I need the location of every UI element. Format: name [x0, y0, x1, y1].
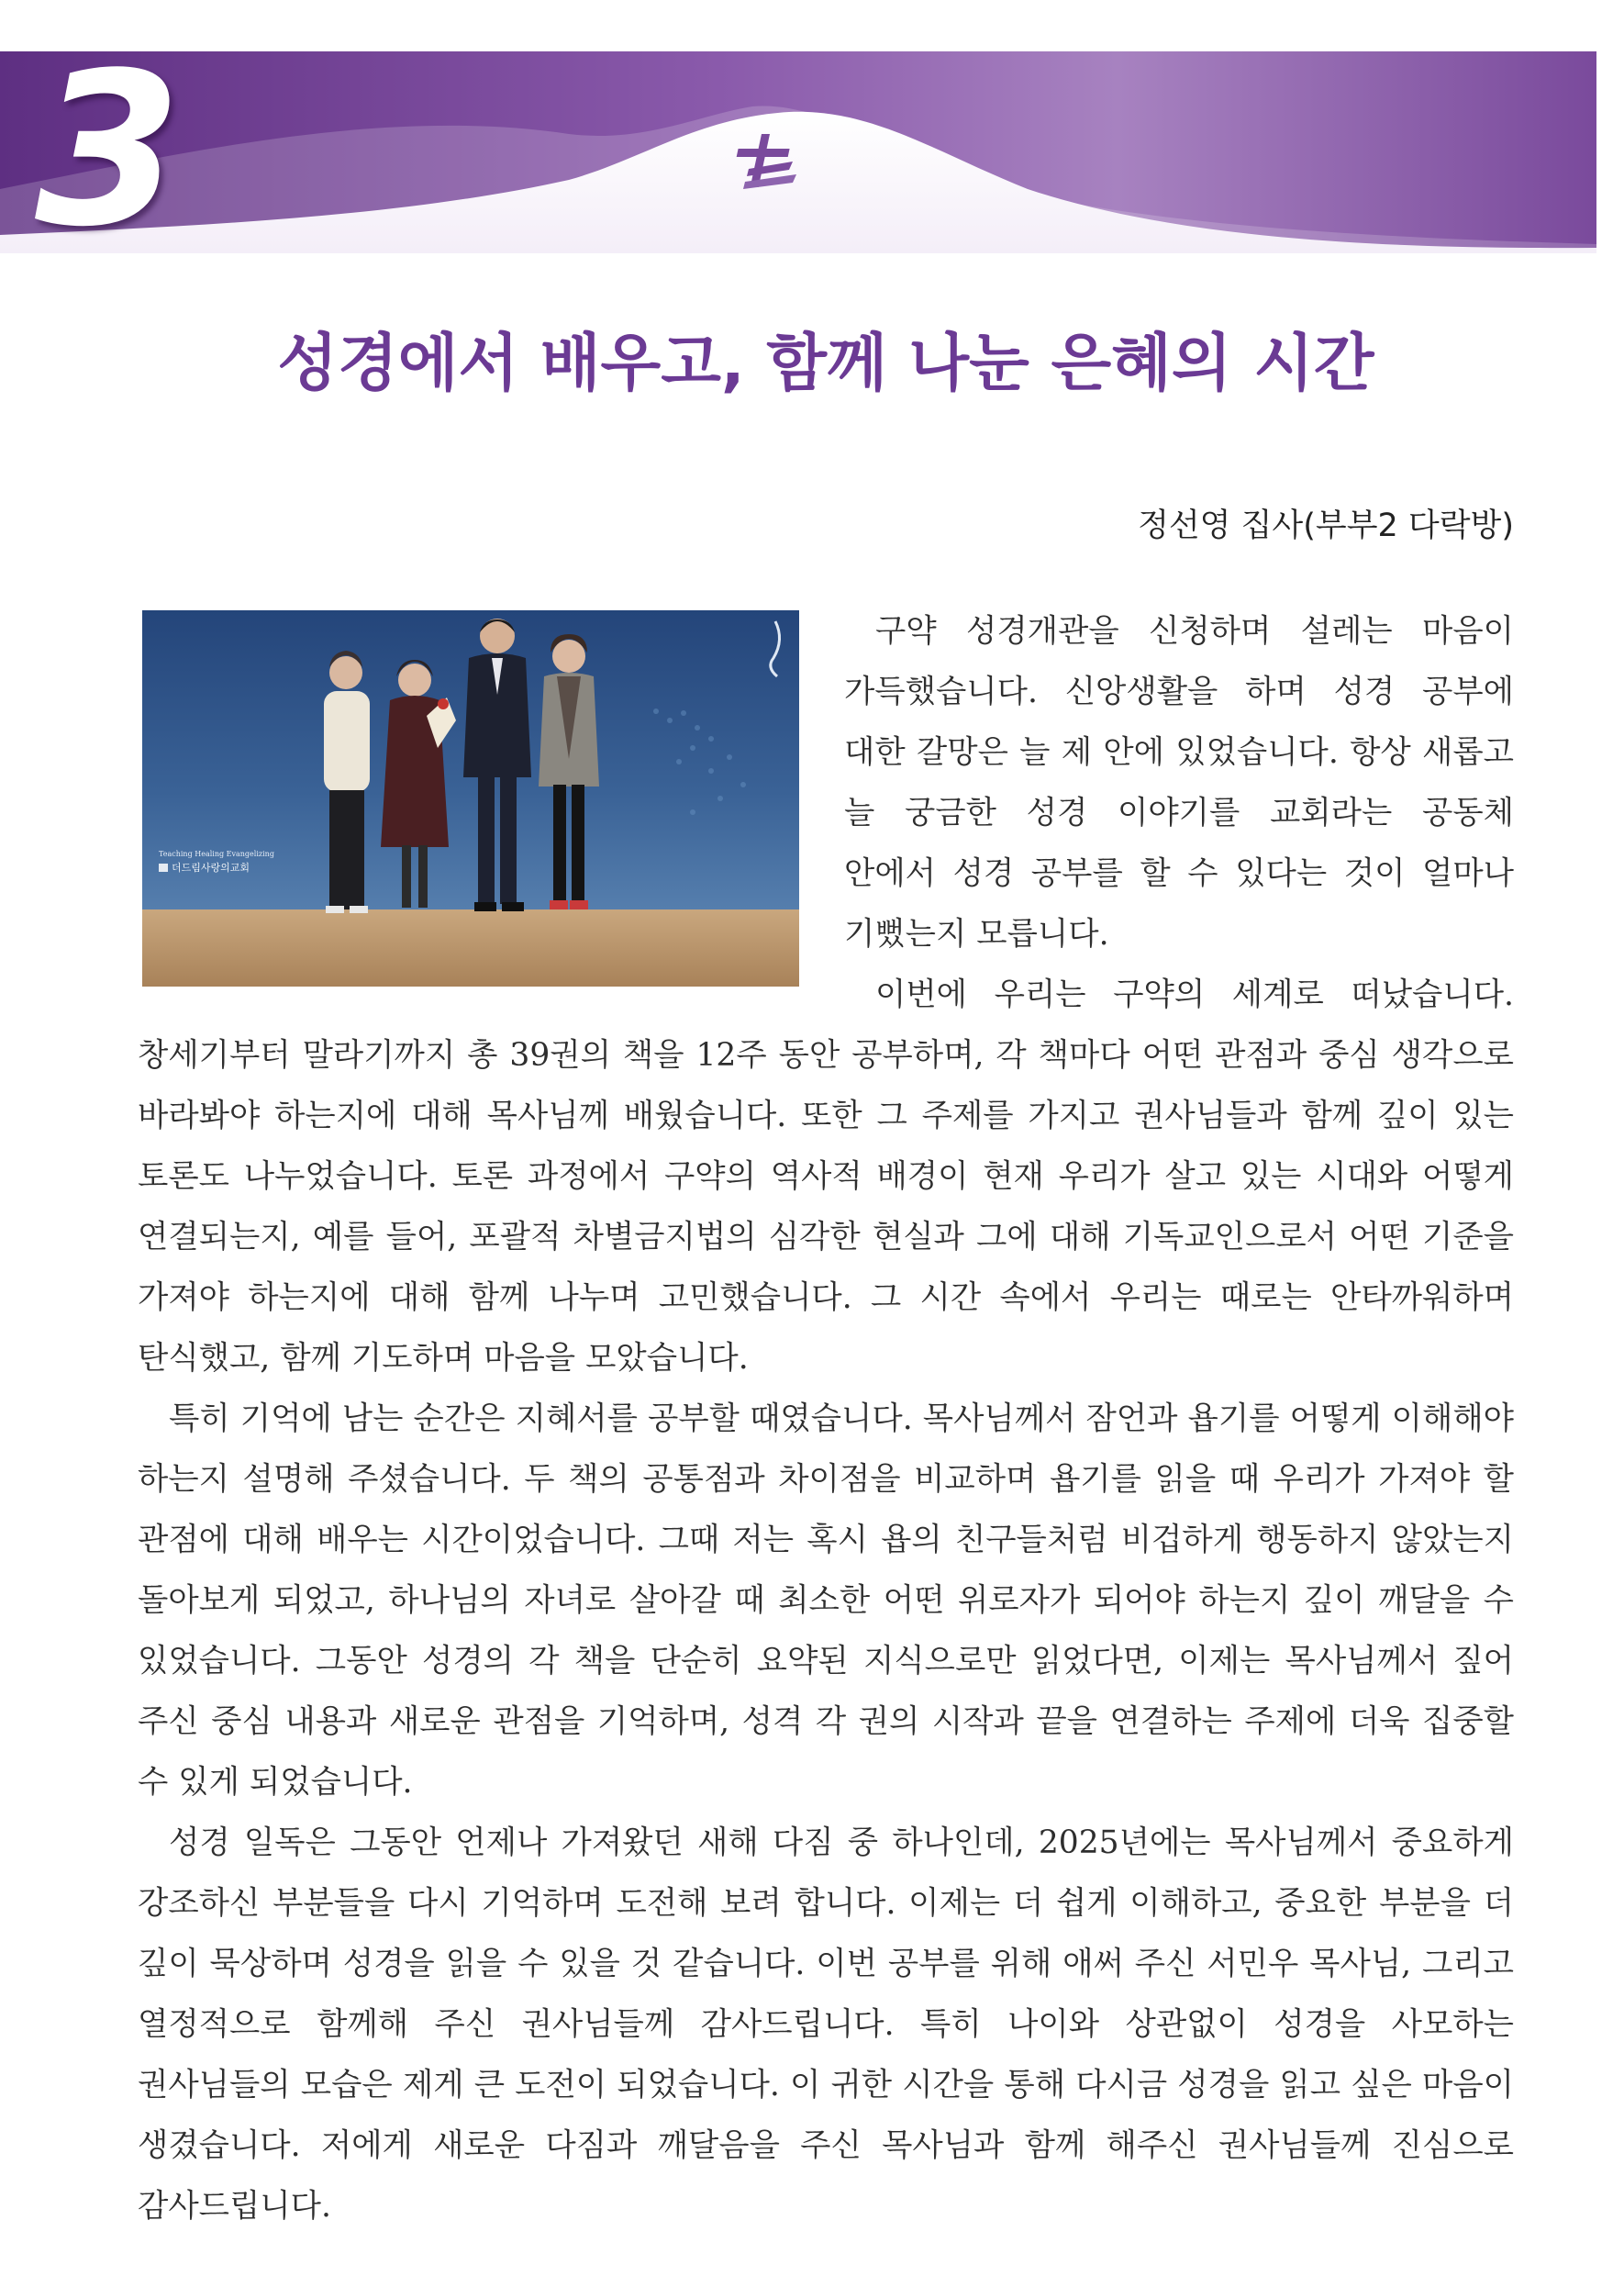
paragraph-3: 특히 기억에 남는 순간은 지혜서를 공부할 때였습니다. 목사님께서 잠언과 욥기를 어떻게 이해해야 하는지 설명해 주셨습니다. 두 책의 공통점과 차이점을 비교하며 욥기를 읽을 때 우리가 가져야 할 관점에 대해 배우는 시간이었습니다. 그때 저는 혹시 욥의 친구들처럼 비겁하게 행동하지 않았는지 돌아보게 되었고, 하나님의 자녀로 살아갈 때 최소한 어떤 위로자가 되어야 하는지 깊이 깨달을 수 있었습니다. 그동안 성경의 각 책을 단순히 요약된 지식으로만 읽었다면, 이제는 목사님께서 짚어 주신 중심 내용과 새로운 관점을 기억하며, 성격 각 권의 시작과 끝을 연결하는 주제에 더욱 집중할 수 있게 되었습니다. [138, 1400, 1514, 1801]
paragraph-4: 성경 일독은 그동안 언제나 가져왔던 새해 다짐 중 하나인데, 2025년에는 목사님께서 중요하게 강조하신 부분들을 다시 기억하며 도전해 보려 합니다. 이제는 더 쉽게 이해하고, 중요한 부분을 더 깊이 묵상하며 성경을 읽을 수 있을 것 같습니다. 이번 공부를 위해 애써 주신 서민우 목사님, 그리고 열정적으로 함께해 주신 권사님들께 감사드립니다. 특히 나이와 상관없이 성경을 사모하는 권사님들의 모습은 제게 큰 도전이 되었습니다. 이 귀한 시간을 통해 다시금 성경을 읽고 싶은 마음이 생겼습니다. 저에게 새로운 다짐과 깨달음을 주신 목사님과 함께 해주신 권사님들께 진심으로 감사드립니다. [138, 1824, 1514, 2225]
photo-logo-caption: 더드림사랑의교회 [172, 862, 250, 874]
article-body [138, 601, 1514, 2237]
chapter-number: 3 [35, 28, 183, 273]
paragraph-2: 이번에 우리는 구약의 세계로 떠났습니다. 창세기부터 말라기까지 총 39권의 책을 12주 동안 공부하며, 각 책마다 어떤 관점과 중심 생각으로 바라봐야 하는지에 대해 목사님께 배웠습니다. 또한 그 주제를 가지고 권사님들과 함께 깊이 있는 토론도 나누었습니다. 토론 과정에서 구약의 역사적 배경이 현재 우리가 살고 있는 시대와 어떻게 연결되는지, 예를 들어, 포괄적 차별금지법의 심각한 현실과 그에 대해 기독교인으로서 어떤 기준을 가져야 하는지에 대해 함께 나누며 고민했습니다. 그 시간 속에서 우리는 때로는 안타까워하며 탄식했고, 함께 기도하며 마음을 모았습니다. [138, 976, 1514, 1377]
photo-logo-caption-small: Teaching Healing Evangelizing [159, 850, 274, 858]
photo-spacer [138, 601, 844, 991]
author-byline: 정선영 집사(부부2 다락방) [1138, 508, 1514, 544]
article-title: 성경에서 배우고, 함께 나눈 은혜의 시간 [277, 328, 1374, 400]
header-banner [0, 51, 1596, 253]
paragraph-1: 구약 성경개관을 신청하며 설레는 마음이 가득했습니다. 신앙생활을 하며 성경 공부에 대한 갈망은 늘 제 안에 있었습니다. 항상 새롭고 늘 궁금한 성경 이야기를 교회라는 공동체 안에서 성경 공부를 할 수 있다는 것이 얼마나 기뻤는지 모릅니다. [844, 613, 1514, 953]
